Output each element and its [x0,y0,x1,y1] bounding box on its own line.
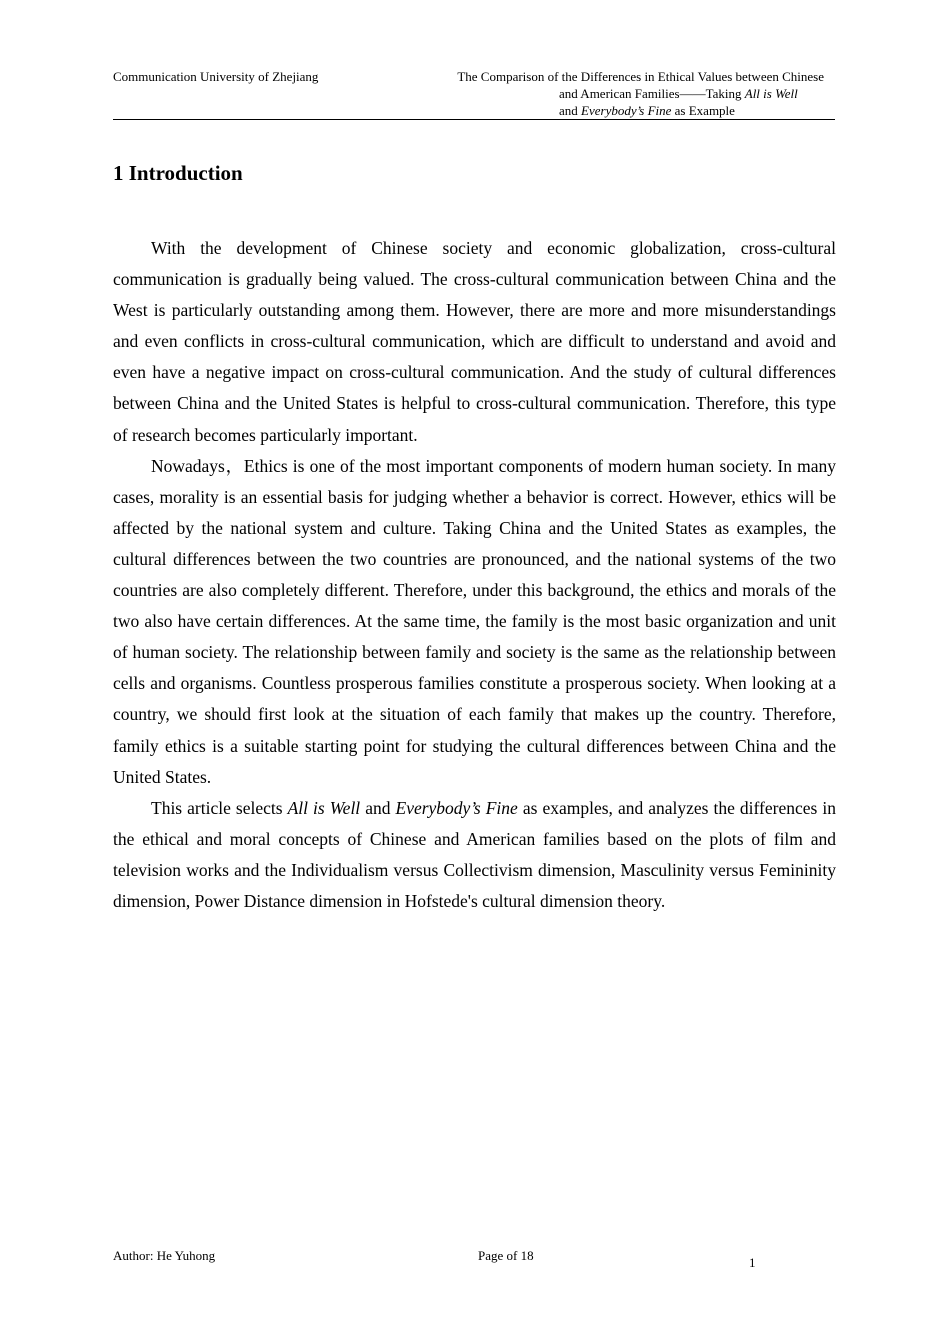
header-title-line-2: and American Families——Taking All is Well [559,86,798,101]
footer-page-label: Page of 18 [478,1248,534,1263]
header-paper-title [400,68,824,119]
header-title-line-3: and Everybody’s Fine as Example [559,103,735,118]
paragraph-3: This article selects All is Well and Everybody’s Fine as examples, and analyzes the differences in the ethical and moral concepts of Chinese and American families based on the plots of film and television works and the Individualism versus Collectivism dimension, Masculinity versus Femininity dimension, Power Distance dimension in Hofstede's cultural dimension theory. [113,797,836,911]
paragraph-1: With the development of Chinese society and economic globalization, cross-cultural communication is gradually being valued. The cross-cultural communication between China and the West is particularly outstanding among them. However, there are more and more misunderstandings and even conflicts in cross-cultural communication, which are difficult to understand and avoid and even have a negative impact on cross-cultural communication. And the study of cultural differences between China and the United States is helpful to cross-cultural communication. Therefore, this type of research becomes particularly important. [113,238,836,445]
header-title-line-1: The Comparison of the Differences in Ethical Values between Chinese [457,69,824,84]
header-institution: Communication University of Zhejiang [113,69,319,84]
header-divider [113,119,835,120]
body-text [113,233,836,917]
page-number: 1 [749,1255,756,1270]
section-heading: 1 Introduction [113,161,243,185]
paragraph-2: Nowadays，Ethics is one of the most important components of modern human society. In many cases, morality is an essential basis for judging whether a behavior is correct. However, ethics will be affected by the national system and culture. Taking China and the United States as examples, the cultural differences between the two countries are pronounced, and the national systems of the two countries are also completely different. Therefore, under this background, the ethics and morals of the two also have certain differences. At the same time, the family is the most basic organization and unit of human society. The relationship between family and society is the same as the relationship between cells and organisms. Countless prosperous families constitute a prosperous society. When looking at a country, we should first look at the situation of each family that makes up the country. Therefore, family ethics is a suitable starting point for studying the cultural differences between China and the United States. [113,455,836,787]
footer-author: Author: He Yuhong [113,1248,216,1263]
